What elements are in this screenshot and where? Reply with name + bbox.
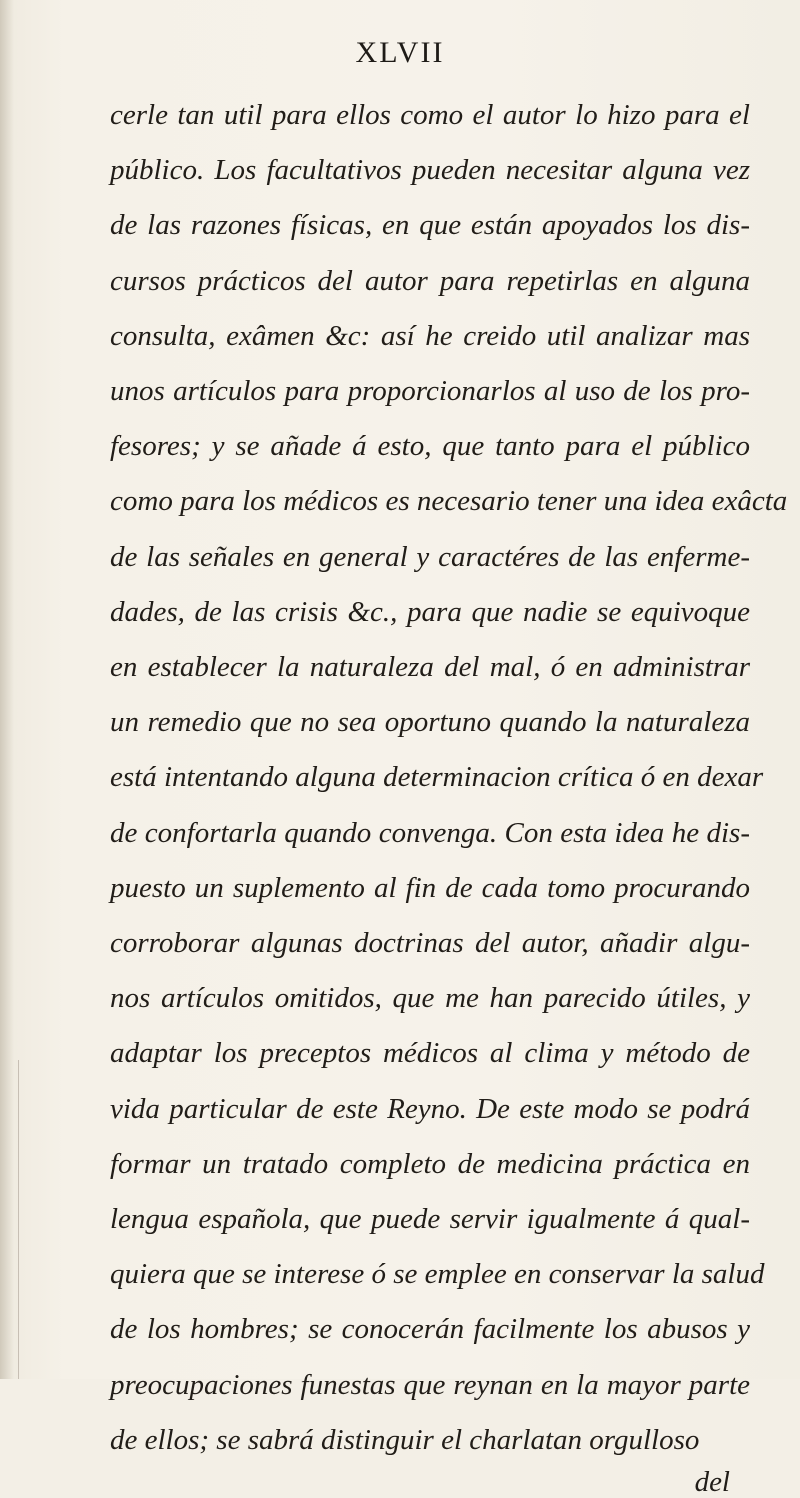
text-line: de los hombres; se conocerán facilmente los abusos y (110, 1313, 750, 1346)
text-line: de ellos; se sabrá distinguir el charlatan orgulloso (110, 1423, 700, 1456)
text-line: quiera que se interese ó se emplee en conservar la salud (110, 1258, 765, 1291)
text-line: dades, de las crisis &c., para que nadie se equivoque (110, 595, 750, 628)
text-line: de las razones físicas, en que están apoyados los dis- (110, 209, 750, 242)
text-line: está intentando alguna determinacion crítica ó en dexar (110, 761, 764, 794)
text-line: de confortarla quando convenga. Con esta idea he dis- (110, 816, 750, 849)
binding-shadow (0, 0, 14, 1379)
text-line: de las señales en general y caractéres de las enferme- (110, 540, 750, 573)
text-line: en establecer la naturaleza del mal, ó en administrar (110, 651, 750, 684)
text-line: nos artículos omitidos, que me han parecido útiles, y (110, 982, 750, 1015)
text-line: unos artículos para proporcionarlos al uso de los pro- (110, 375, 750, 408)
text-line: puesto un suplemento al fin de cada tomo procurando (110, 871, 750, 904)
text-line: lengua española, que puede servir igualmente á qual- (110, 1203, 750, 1236)
page-number: XLVII (355, 36, 445, 69)
text-line: cursos prácticos del autor para repetirlas en alguna (110, 264, 750, 297)
text-line: consulta, exâmen &c: así he creido util analizar mas (110, 319, 750, 352)
text-line: un remedio que no sea oportuno quando la naturaleza (110, 706, 750, 739)
text-line: fesores; y se añade á esto, que tanto para el público (110, 430, 750, 463)
binding-edge (18, 1060, 19, 1379)
text-line: corroborar algunas doctrinas del autor, añadir algu- (110, 927, 750, 960)
text-line: formar un tratado completo de medicina práctica en (110, 1147, 750, 1180)
text-line: adaptar los preceptos médicos al clima y método de (110, 1037, 750, 1070)
text-line: vida particular de este Reyno. De este modo se podrá (110, 1092, 750, 1125)
text-line: público. Los facultativos pueden necesitar alguna vez (110, 154, 750, 187)
text-line: cerle tan util para ellos como el autor lo hizo para el (110, 99, 750, 131)
text-line: preocupaciones funestas que reynan en la mayor parte (110, 1368, 750, 1401)
catchword: del (694, 1466, 730, 1498)
text-line: como para los médicos es necesario tener una idea exâcta (110, 485, 788, 518)
body-text (110, 88, 788, 1498)
